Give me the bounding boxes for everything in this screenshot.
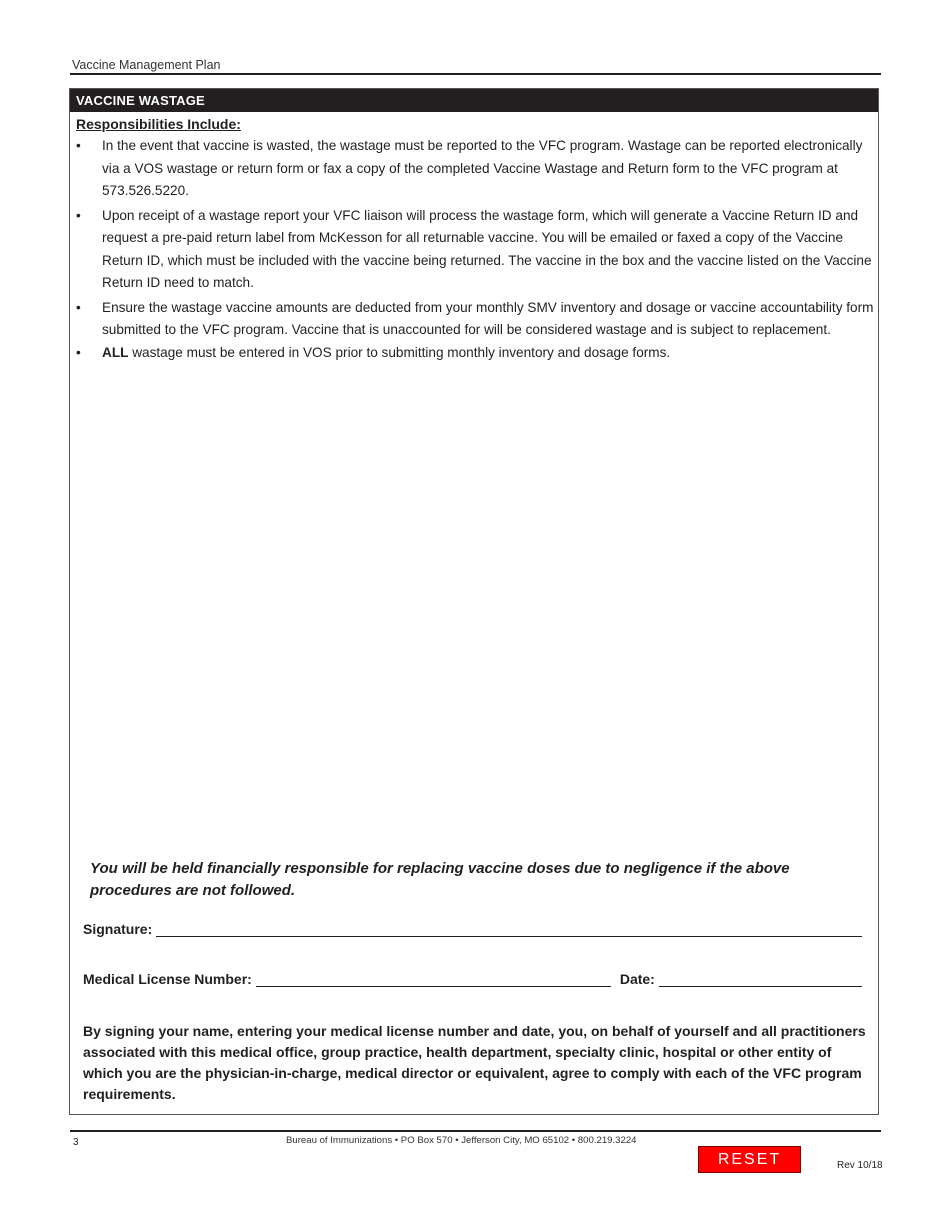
list-item [76, 205, 874, 295]
license-label: Medical License Number: [83, 971, 252, 987]
date-field[interactable] [659, 972, 862, 987]
bullet-icon: • [76, 207, 81, 223]
footer-rule [70, 1130, 881, 1132]
bullet-icon: • [76, 138, 81, 153]
bullet-icon: • [76, 344, 81, 360]
list-item [76, 135, 874, 203]
section-header: VACCINE WASTAGE [70, 89, 878, 112]
reset-button[interactable]: RESET [698, 1146, 801, 1173]
footer-address: Bureau of Immunizations • PO Box 570 • Jefferson City, MO 65102 • 800.219.3224 [286, 1135, 637, 1146]
header-rule [70, 73, 881, 75]
document-title: Vaccine Management Plan [72, 58, 221, 72]
page-number: 3 [73, 1137, 79, 1148]
date-label: Date: [619, 971, 655, 987]
list-item [76, 297, 874, 342]
vaccine-wastage-section [69, 88, 879, 1115]
license-date-row [83, 971, 862, 987]
signature-label: Signature: [83, 921, 153, 937]
list-item-text: Upon receipt of a wastage report your VFC liaison will process the wastage form, which will generate a Vaccine Return ID and request a pre-paid return label from McKesson for all returnable vaccine. You will be emailed or faxed a copy of the Vaccine Return ID, which must be included with the vaccine being returned. The vaccine in the box and the vaccine listed on the Vaccine Return ID need to match. [102, 207, 872, 290]
list-item [76, 342, 874, 365]
list-item-emphasis: ALL [102, 344, 129, 360]
signature-field[interactable] [156, 922, 862, 937]
signature-row [83, 921, 862, 937]
list-item-text: In the event that vaccine is wasted, the wastage must be reported to the VFC program. Wastage can be reported electronically via a VOS wastage or return form or fax a copy of the completed Vaccine Wastage and Return form to the VFC program at 573.526.5220. [102, 138, 863, 198]
list-item-text: wastage must be entered in VOS prior to submitting monthly inventory and dosage forms. [128, 344, 671, 360]
list-item-text: Ensure the wastage vaccine amounts are deducted from your monthly SMV inventory and dosage or vaccine accountability form submitted to the VFC program. Vaccine that is unaccounted for will be considered wastage and is subject to replacement. [102, 299, 874, 337]
responsibilities-heading: Responsibilities Include: [76, 116, 241, 132]
bullet-icon: • [76, 299, 81, 315]
responsibilities-list [76, 135, 874, 366]
revision-label: Rev 10/18 [837, 1160, 883, 1171]
warning-text: You will be held financially responsible for replacing vaccine doses due to negligence if the above procedures are not followed. [90, 860, 790, 899]
license-number-field[interactable] [256, 972, 611, 987]
agreement-text: By signing your name, entering your medical license number and date, you, on behalf of yourself and all practitioners associated with this medical office, group practice, health department, specialty clinic, hospital or other entity of which you are the physician-in-charge, medical director or equivalent, agree to comply with each of the VFC program requirements. [83, 1023, 866, 1102]
